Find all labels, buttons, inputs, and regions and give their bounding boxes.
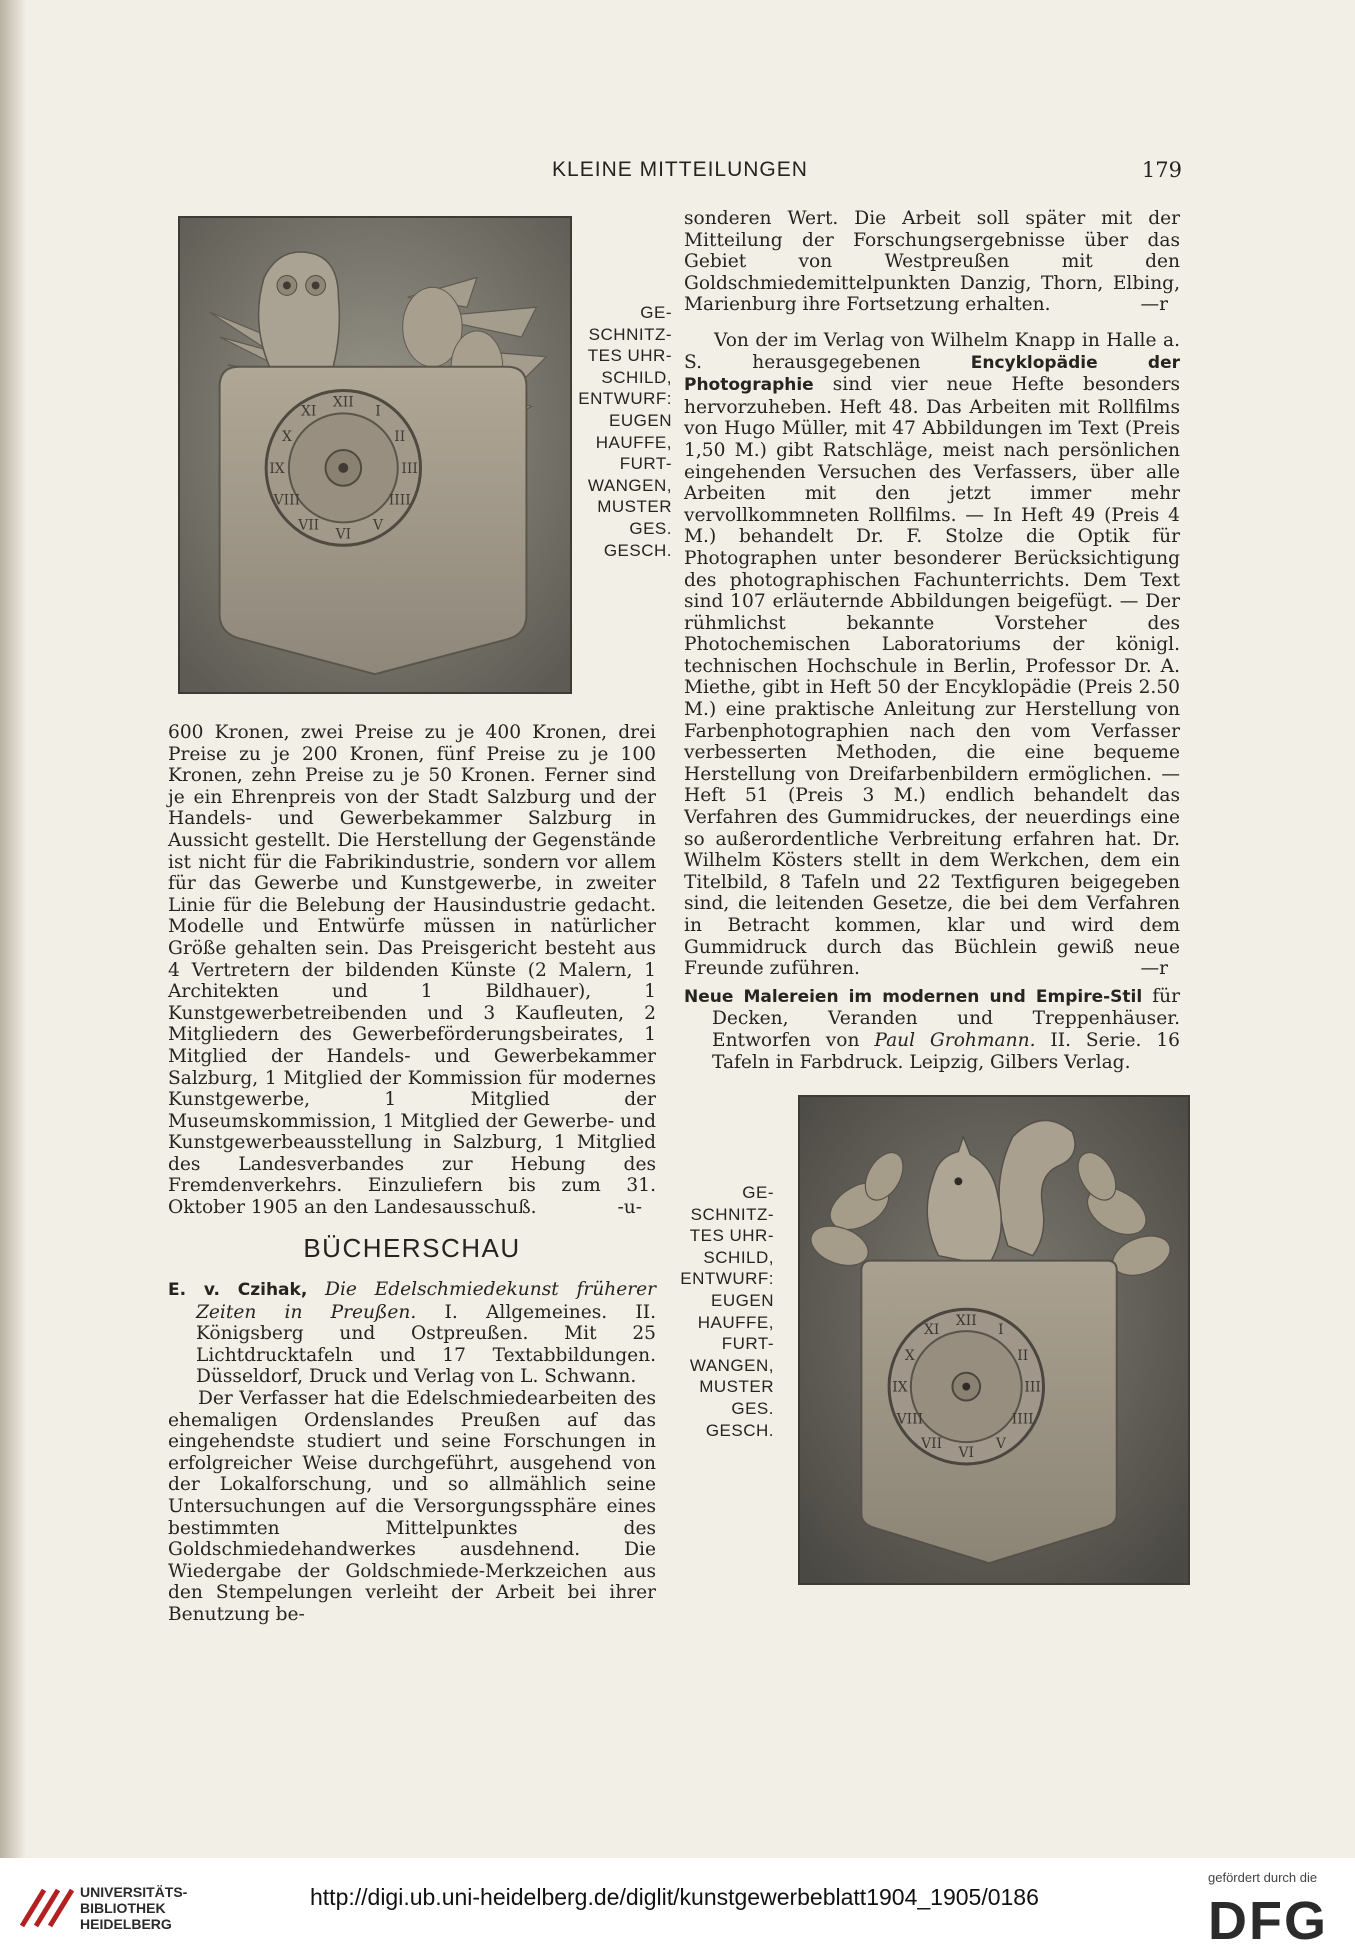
svg-text:III: III [1024, 1379, 1041, 1396]
caption-line: TES UHR- [689, 1226, 774, 1246]
caption-line: EUGEN [711, 1290, 774, 1310]
caption-line: WANGEN, [689, 1355, 774, 1375]
encyclopedia-intro: Von der im Verlag von Wilhelm Knapp in Halle a. S. herausgegebenen [684, 329, 1180, 373]
svg-text:VII: VII [298, 517, 320, 534]
caption-line: SCHNITZ- [588, 324, 672, 344]
caption-line: GESCH. [603, 540, 672, 560]
section-heading-buecherschau: BÜCHERSCHAU [303, 1233, 521, 1263]
library-name-line: UNIVERSITÄTS- [80, 1884, 188, 1900]
caption-line: GES. [629, 518, 672, 538]
dfg-logo: DFG [1208, 1891, 1328, 1951]
caption-line: MUSTER [597, 497, 672, 517]
digital-object-url[interactable]: http://digi.ub.uni-heidelberg.de/diglit/kunstgewerbeblatt1904_1905/0186 [310, 1884, 1039, 1910]
svg-text:VIII: VIII [896, 1411, 924, 1428]
encyclopedia-title: Encyklopädie der Photographie [684, 352, 1180, 396]
competition-last-line: 1905 an den Landesausschuß. [250, 1197, 537, 1219]
caption-line: HAUFFE, [697, 1312, 774, 1332]
caption-line: FURT- [721, 1334, 774, 1354]
caption-line: ENTWURF: [578, 389, 672, 409]
book2-author: Paul Grohmann. [874, 1029, 1036, 1051]
left-column-upper [168, 722, 656, 1219]
continued-text: sonderen Wert. Die Arbeit soll später mit der Mitteilung der Forschungsergebnisse über das Gebiet von Westpreußen mit den Goldschmiedemittelpunkten Danzig, Thorn, Elbing, Marienburg ihre Fortsetzung [684, 208, 1180, 316]
svg-text:XI: XI [923, 1322, 940, 1339]
photo-squirrel-clock-shield [798, 1095, 1190, 1585]
book-details: I. Allgemeines. II. Königsberg und Ostpreußen. Mit 25 Lichtdrucktafeln und 17 Textabbildungen. Düsseldorf, Druck und Verlag von L. Schwann. [196, 1301, 656, 1388]
caption-line: GE- [640, 303, 672, 322]
library-name-line: HEIDELBERG [80, 1916, 172, 1932]
svg-text:VI: VI [335, 526, 352, 543]
funding-note: gefördert durch die [1208, 1870, 1318, 1885]
caption-line: ENTWURF: [680, 1269, 774, 1289]
book-review-paragraph: Der Verfasser hat die Edelschmiedearbeiten des ehemaligen Ordenslandes Preußen auf das eingehendste studiert und seine Forschungen in erfolgreicher Weise durchgeführt, ausgehend von der Lokalforschung, und so allmählich seine Untersuchungen auf die Versorgungssphäre eines bestimmten Mittelpunktes des Goldschmiedehandwerkes ausdehnend. Die Wiedergabe der Goldschmiede-Merkzeichen aus den Stempelungen verleiht der Arbeit bei ihrer Benutzung be- [168, 1387, 656, 1625]
photo-owl-clock-shield [178, 216, 572, 694]
book-author: E. v. Czihak, [168, 1280, 308, 1300]
svg-text:VI: VI [958, 1445, 975, 1462]
university-library-name [80, 1884, 187, 1932]
caption-line: HAUFFE, [595, 432, 672, 452]
library-name-line: BIBLIOTHEK [80, 1900, 166, 1916]
svg-text:XII: XII [332, 394, 354, 411]
svg-text:XI: XI [301, 403, 317, 420]
left-column-lower [168, 1279, 656, 1626]
encyclopedia-text: sind vier neue Hefte besonders hervorzuheben. Heft 48. Das Arbeiten mit Rollfilms von Hugo Müller, mit 47 Abbildungen im Text (Preis 1,50 M.) gibt Ratschläge, meist nach persönlichen eingehenden Versuchen des Verfassers, über alle Arbeiten mit den jetzt immer mehr vervollkommneten Rollfilms. — In Heft 49 (Preis 4 M.) behandelt Dr. F. Stolze die Optik für Photographen unter besonderer Berücksichtigung des photographischen Fachunterrichts. Dem Text sind 107 erläuternde Abbildungen beigefügt. — Der rühmlichst bekannte Vorsteher des Photochemischen Laboratoriums der königl. technischen Hochschule in Berlin, Professor Dr. A. Miethe, gibt in Heft 50 der Encyklopädie (Preis 2.50 M.) eine praktische Anleitung zur Herstellung von Farbenphotographien nach den vom Verfasser verbesserten Methoden, die eine bequeme Herstellung von Dreifarbenbildern ermöglichen. — Heft 51 (Preis 3 M.) endlich behandelt das Verfahren des Gummidruckes, der neuerdings eine so außerordentliche Verbreitung erfahren hat. Dr. Wilhelm Kösters stellt in dem Werkchen, dem ein Titelbild, 8 Tafeln und 22 Textfiguren beigegeben sind, die leitenden Gesetze, die bei dem Verfahren in Betracht kommen, klar und wird dem Gummidruck durch das Büchlein gewiß neue Freunde [684, 374, 1180, 980]
svg-text:X: X [281, 429, 292, 446]
svg-text:III: III [401, 460, 418, 477]
svg-text:X: X [904, 1347, 915, 1364]
caption-top-figure [572, 302, 672, 561]
squirrel-clock-illustration [800, 1097, 1188, 1583]
book-title: Die Edelschmiedekunst früherer Zeiten in Preußen. [196, 1279, 656, 1323]
right-column [684, 208, 1180, 1073]
page-binding-shadow [0, 0, 26, 1858]
svg-text:II: II [394, 429, 406, 446]
continued-last-line: erhalten. [965, 294, 1051, 316]
competition-text [168, 722, 656, 1219]
owl-clock-illustration [180, 218, 570, 692]
photo-encyclopedia-paragraph [684, 330, 1180, 980]
svg-text:IIII: IIII [1011, 1411, 1034, 1428]
svg-text:V: V [995, 1436, 1006, 1453]
svg-text:IX: IX [269, 460, 285, 477]
caption-line: WANGEN, [587, 475, 672, 495]
caption-line: SCHILD, [703, 1247, 774, 1267]
book2-description: für Decken, Veranden und Treppenhäuser. Entworfen von [712, 985, 1180, 1051]
caption-line: MUSTER [699, 1377, 774, 1397]
svg-text:VIII: VIII [273, 492, 301, 509]
svg-text:II: II [1017, 1347, 1029, 1364]
caption-bottom-figure [672, 1182, 774, 1441]
encyclopedia-last-line: zuführen. [769, 958, 860, 980]
caption-line: GE- [742, 1183, 774, 1202]
signature-u: -u- [617, 1197, 642, 1219]
book2-details: II. Serie. 16 Tafeln in Farbdruck. Leipzig, Gilbers Verlag. [712, 1029, 1180, 1073]
caption-line: FURT- [619, 454, 672, 474]
svg-text:I: I [998, 1322, 1004, 1339]
page-number: 179 [1141, 158, 1182, 182]
svg-text:XII: XII [955, 1313, 977, 1330]
caption-line: SCHNITZ- [690, 1204, 774, 1224]
competition-paragraph: 600 Kronen, zwei Preise zu je 400 Kronen, drei Preise zu je 200 Kronen, fünf Preise zu je 100 Kronen, zehn Preise zu je 50 Kronen. Ferner sind je ein Ehrenpreis von der Stadt Salzburg und der Handels- und Gewerbekammer Salzburg in Aussicht gestellt. Die Herstellung der Gegenstände ist nicht für die Fabrikindustrie, sondern vor allem für das Gewerbe und Kunstgewerbe, in zweiter Linie für die Belebung der Hausindustrie gedacht. Modelle und Entwürfe müssen in natürlicher Größe gehalten sein. Das Preisgericht besteht aus 4 Vertretern der bildenden Künste (2 Malern, 1 Architekten und 1 Bildhauer), 1 Kunstgewerbetreibenden und 3 Kaufleuten, 2 Mitgliedern des Gewerbeförderungsbeirates, 1 Mitglied der Handels- und Gewerbekammer Salzburg, 1 Mitglied der Kommission für modernes Kunstgewerbe, 1 Mitglied der Museumskommission, 1 Mitglied der Gewerbe- und Kunstgewerbeausstellung in Salzburg, 1 Mitglied des Landesverbandes zur Hebung des Fremdenverkehrs. Einzuliefern bis zum 31. Oktober [168, 722, 656, 1219]
continued-paragraph [684, 208, 1180, 316]
signature-r-2: —r [1140, 958, 1168, 980]
svg-text:IIII: IIII [388, 492, 411, 509]
book2-title: Neue Malereien im modernen und Empire-Stil [684, 986, 1143, 1007]
svg-text:IX: IX [892, 1379, 908, 1396]
running-header [170, 158, 1190, 188]
signature-r: —r [1140, 294, 1168, 316]
svg-text:I: I [375, 403, 381, 420]
university-library-logo-icon [14, 1878, 74, 1938]
book-entry-czihak [168, 1279, 656, 1388]
digitization-footer [0, 1858, 1355, 1958]
caption-line: TES UHR- [587, 346, 672, 366]
svg-text:VII: VII [921, 1436, 943, 1453]
caption-line: GESCH. [705, 1420, 774, 1440]
caption-line: GES. [731, 1398, 774, 1418]
svg-text:V: V [372, 517, 383, 534]
caption-line: EUGEN [609, 410, 672, 430]
caption-line: SCHILD, [601, 367, 672, 387]
running-title: KLEINE MITTEILUNGEN [552, 158, 808, 181]
book-entry-malereien [684, 986, 1180, 1073]
